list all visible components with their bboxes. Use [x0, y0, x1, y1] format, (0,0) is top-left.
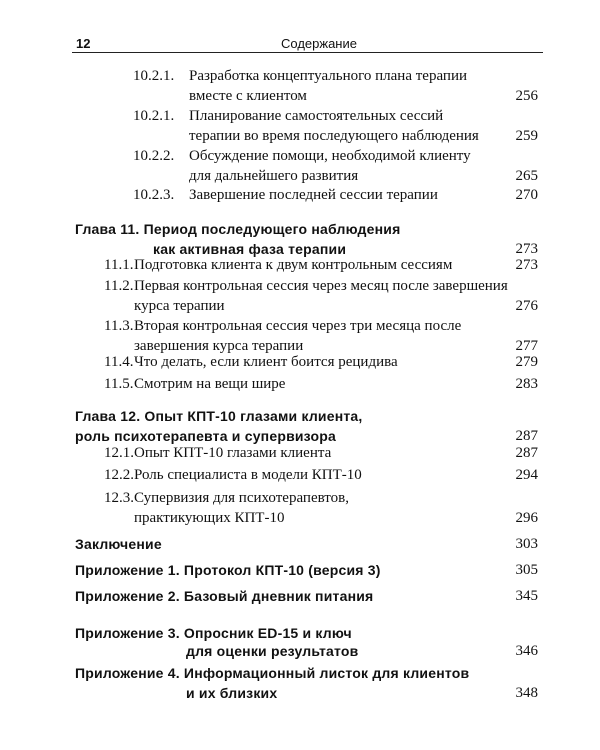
- section-number: 12.3.: [104, 490, 134, 506]
- entry-title: Завершение последней сессии терапии: [189, 187, 438, 203]
- page-ref: 259: [515, 128, 538, 144]
- chapter-title: Приложение 2. Базовый дневник питания: [75, 588, 374, 604]
- chapter-title: Глава 12. Опыт КПТ-10 глазами клиента,: [75, 408, 363, 424]
- entry-title-continued: курса терапии: [134, 298, 225, 314]
- page-ref: 276: [515, 298, 538, 314]
- chapter-title: Приложение 3. Опросник ED-15 и ключ: [75, 625, 352, 641]
- page-ref: 265: [515, 168, 538, 184]
- header-rule: [72, 52, 543, 53]
- page-ref: 256: [515, 88, 538, 104]
- section-number: 10.2.1.: [133, 68, 175, 84]
- page-ref: 270: [515, 187, 538, 203]
- page-ref: 273: [515, 241, 538, 257]
- section-number: 11.1.: [104, 257, 134, 273]
- page-ref: 296: [515, 510, 538, 526]
- chapter-title: Приложение 1. Протокол КПТ-10 (версия 3): [75, 562, 381, 578]
- chapter-title: Приложение 4. Информационный листок для клиентов: [75, 665, 470, 681]
- section-number: 10.2.3.: [133, 187, 175, 203]
- page-ref: 287: [515, 428, 538, 444]
- entry-title: Вторая контрольная сессия через три месяца после: [134, 318, 462, 334]
- page-ref: 348: [515, 685, 538, 701]
- entry-title-continued: практикующих КПТ-10: [134, 510, 285, 526]
- section-number: 10.2.2.: [133, 148, 175, 164]
- entry-title: Обсуждение помощи, необходимой клиенту: [189, 148, 471, 164]
- page-ref: 283: [515, 376, 538, 392]
- section-number: 11.2.: [104, 278, 134, 294]
- entry-title: Разработка концептуального плана терапии: [189, 68, 467, 84]
- section-number: 11.5.: [104, 376, 134, 392]
- entry-title: Планирование самостоятельных сессий: [189, 108, 444, 124]
- section-number: 11.4.: [104, 354, 134, 370]
- entry-title: Подготовка клиента к двум контрольным сессиям: [134, 257, 453, 273]
- page-ref: 279: [515, 354, 538, 370]
- entry-title: Первая контрольная сессия через месяц после завершения: [134, 278, 508, 294]
- entry-title: Опыт КПТ-10 глазами клиента: [134, 445, 332, 461]
- section-number: 12.1.: [104, 445, 134, 461]
- section-number: 12.2.: [104, 467, 134, 483]
- entry-title: Супервизия для психотерапевтов,: [134, 490, 349, 506]
- entry-title-continued: для дальнейшего развития: [189, 168, 359, 184]
- chapter-title: Заключение: [75, 536, 162, 552]
- page-ref: 287: [515, 445, 538, 461]
- page-ref: 305: [515, 562, 538, 578]
- page-number: 12: [76, 36, 91, 51]
- chapter-title: Глава 11. Период последующего наблюдения: [75, 221, 401, 237]
- page-ref: 294: [515, 467, 538, 483]
- page-ref: 273: [515, 257, 538, 273]
- entry-title: Смотрим на вещи шире: [134, 376, 286, 392]
- chapter-title-continued: как активная фаза терапии: [153, 241, 347, 257]
- entry-title: Роль специалиста в модели КПТ-10: [134, 467, 362, 483]
- entry-title-continued: терапии во время последующего наблюдения: [189, 128, 479, 144]
- entry-title-continued: завершения курса терапии: [134, 338, 304, 354]
- chapter-title-continued: роль психотерапевта и супервизора: [75, 428, 336, 444]
- chapter-title-continued: для оценки результатов: [186, 643, 359, 659]
- chapter-title-continued: и их близких: [186, 685, 278, 701]
- page-ref: 303: [515, 536, 538, 552]
- entry-title-continued: вместе с клиентом: [189, 88, 307, 104]
- page-ref: 346: [515, 643, 538, 659]
- section-number: 10.2.1.: [133, 108, 175, 124]
- page-ref: 277: [515, 338, 538, 354]
- entry-title: Что делать, если клиент боится рецидива: [134, 354, 398, 370]
- section-number: 11.3.: [104, 318, 134, 334]
- page-ref: 345: [515, 588, 538, 604]
- running-header-title: Содержание: [281, 36, 357, 51]
